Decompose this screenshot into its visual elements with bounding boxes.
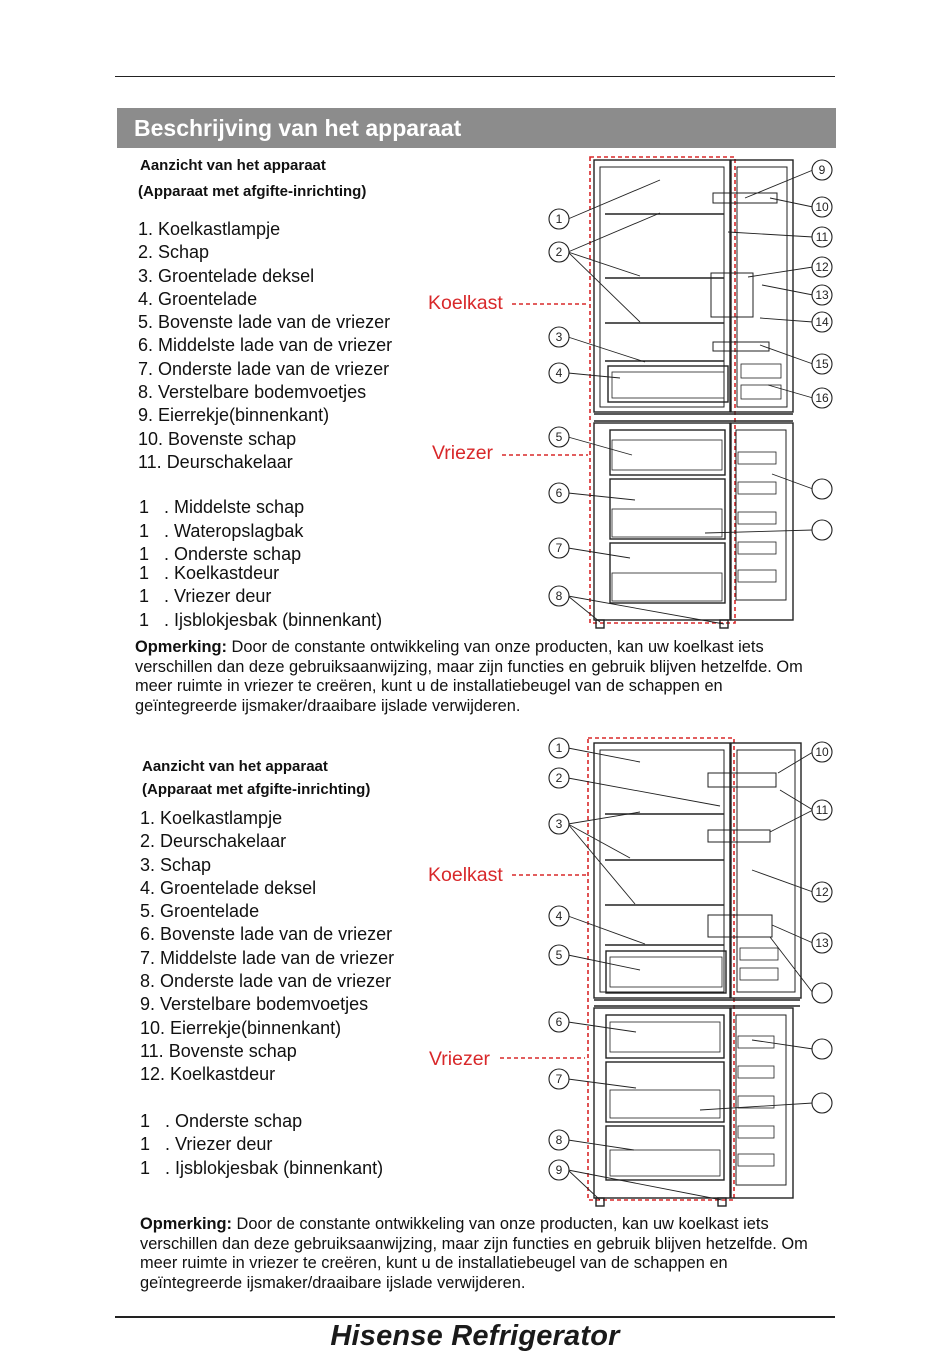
callout-7: 7	[555, 1072, 563, 1086]
list-item: 1 . Middelste schap	[139, 497, 305, 517]
section1-parts-list	[138, 218, 392, 474]
callout-12: 12	[815, 260, 829, 274]
callout-16: 16	[815, 391, 829, 405]
section1-fridge-diagram	[500, 150, 850, 650]
callout-15: 15	[815, 357, 829, 371]
callout-2: 2	[555, 245, 563, 259]
fridge-label: Koelkast	[428, 864, 503, 886]
list-item: 9. Eierrekje(binnenkant)	[138, 405, 330, 426]
list-item: 6. Middelste lade van de vriezer	[138, 335, 393, 356]
callout-1: 1	[555, 741, 563, 755]
callout-5: 5	[555, 430, 563, 444]
list-item: 12. Koelkastdeur	[140, 1064, 276, 1085]
section2-note	[140, 1215, 830, 1293]
list-item: 1. Koelkastlampje	[140, 808, 283, 828]
list-item: 10. Bovenste schap	[138, 428, 297, 449]
note-label: Opmerking:	[140, 1215, 232, 1233]
list-item: 5. Groentelade	[140, 901, 260, 922]
callout-8: 8	[555, 589, 563, 603]
list-item: 3. Schap	[140, 854, 212, 875]
callout-6: 6	[555, 1015, 563, 1029]
fridge-label: Koelkast	[428, 292, 503, 314]
callout-11: 11	[815, 803, 829, 817]
list-item: 11. Deurschakelaar	[138, 451, 293, 472]
note-label: Opmerking:	[135, 638, 227, 656]
callout-9: 9	[818, 163, 826, 177]
list-item: 1 . Onderste schap	[139, 544, 302, 564]
section2-fridge-diagram	[500, 730, 850, 1210]
callout-7: 7	[555, 541, 563, 555]
list-item: 1 . Onderste schap	[140, 1111, 303, 1131]
section1-subtitle: Aanzicht van het apparaat	[140, 157, 326, 174]
list-item: 4. Groentelade deksel	[140, 877, 317, 898]
list-item: 7. Middelste lade van de vriezer	[140, 947, 395, 968]
callout-4: 4	[555, 909, 563, 923]
list-item: 1 . Vriezer deur	[140, 1134, 273, 1155]
callout-3: 3	[555, 330, 563, 344]
callout-5: 5	[555, 948, 563, 962]
callout-9: 9	[555, 1163, 563, 1177]
list-item: 6. Bovenste lade van de vriezer	[140, 924, 393, 945]
section2-parts-list	[140, 807, 394, 1087]
section2-subtitle-variant: (Apparaat met afgifte-inrichting)	[142, 781, 371, 798]
list-item: 3. Groentelade deksel	[138, 265, 315, 286]
list-item: 5. Bovenste lade van de vriezer	[138, 312, 391, 333]
callout-1: 1	[555, 212, 563, 226]
list-item: 2. Deurschakelaar	[140, 831, 287, 852]
callout-13: 13	[815, 288, 829, 302]
callout-4: 4	[555, 366, 563, 380]
callout-12: 12	[815, 885, 829, 899]
list-item: 8. Onderste lade van de vriezer	[140, 971, 392, 992]
brand-footer: Hisense Refrigerator	[330, 1320, 620, 1352]
list-item: 1 . Wateropslagbak	[139, 521, 304, 541]
section-title-banner: Beschrijving van het apparaat	[117, 108, 836, 148]
note-text: Door de constante ontwikkeling van onze producten, kan uw koelkast iets verschillen dan deze gebruiksaanwijzing, maar zijn functies en gebruik blijven hetzelfde. Om meer ruimte in vriezer te creëren, kunt u de installatiebeugel van de schappen en geïntegreerde ijsmaker/draaibare ijslade verwijderen.	[135, 638, 803, 715]
freezer-label: Vriezer	[429, 1048, 491, 1070]
list-item: 10. Eierrekje(binnenkant)	[140, 1017, 342, 1038]
list-item: 1 . Koelkastdeur	[139, 563, 280, 583]
callout-13: 13	[815, 936, 829, 950]
list-item: 1 . Vriezer deur	[139, 586, 272, 606]
section2-parts-list-continued	[140, 1110, 383, 1180]
callout-10: 10	[815, 200, 829, 214]
list-item: 4. Groentelade	[138, 288, 258, 309]
list-item: 1 . Ijsblokjesbak (binnenkant)	[139, 610, 383, 630]
freezer-label: Vriezer	[432, 442, 494, 464]
callout-3: 3	[555, 817, 563, 831]
note-text: Door de constante ontwikkeling van onze producten, kan uw koelkast iets verschillen dan deze gebruiksaanwijzing, maar zijn functies en gebruik blijven hetzelfde. Om meer ruimte in vriezer te creëren, kunt u de installatiebeugel van de schappen en geïntegreerde ijsmaker/draaibare ijslade verwijderen.	[140, 1215, 808, 1292]
section2-subtitle: Aanzicht van het apparaat	[142, 758, 328, 775]
top-rule	[115, 76, 835, 77]
bottom-rule	[115, 1316, 835, 1318]
callout-10: 10	[815, 745, 829, 759]
list-item: 9. Verstelbare bodemvoetjes	[140, 994, 369, 1015]
callout-8: 8	[555, 1133, 563, 1147]
callout-2: 2	[555, 771, 563, 785]
list-item: 7. Onderste lade van de vriezer	[138, 358, 390, 379]
callout-11: 11	[815, 230, 829, 244]
callout-14: 14	[815, 315, 829, 329]
callout-6: 6	[555, 486, 563, 500]
section1-subtitle-variant: (Apparaat met afgifte-inrichting)	[138, 183, 367, 200]
list-item: 2. Schap	[138, 242, 210, 263]
list-item: 11. Bovenste schap	[140, 1040, 297, 1061]
list-item: 1 . Ijsblokjesbak (binnenkant)	[140, 1157, 384, 1178]
list-item: 1. Koelkastlampje	[138, 219, 281, 239]
list-item: 8. Verstelbare bodemvoetjes	[138, 382, 367, 403]
